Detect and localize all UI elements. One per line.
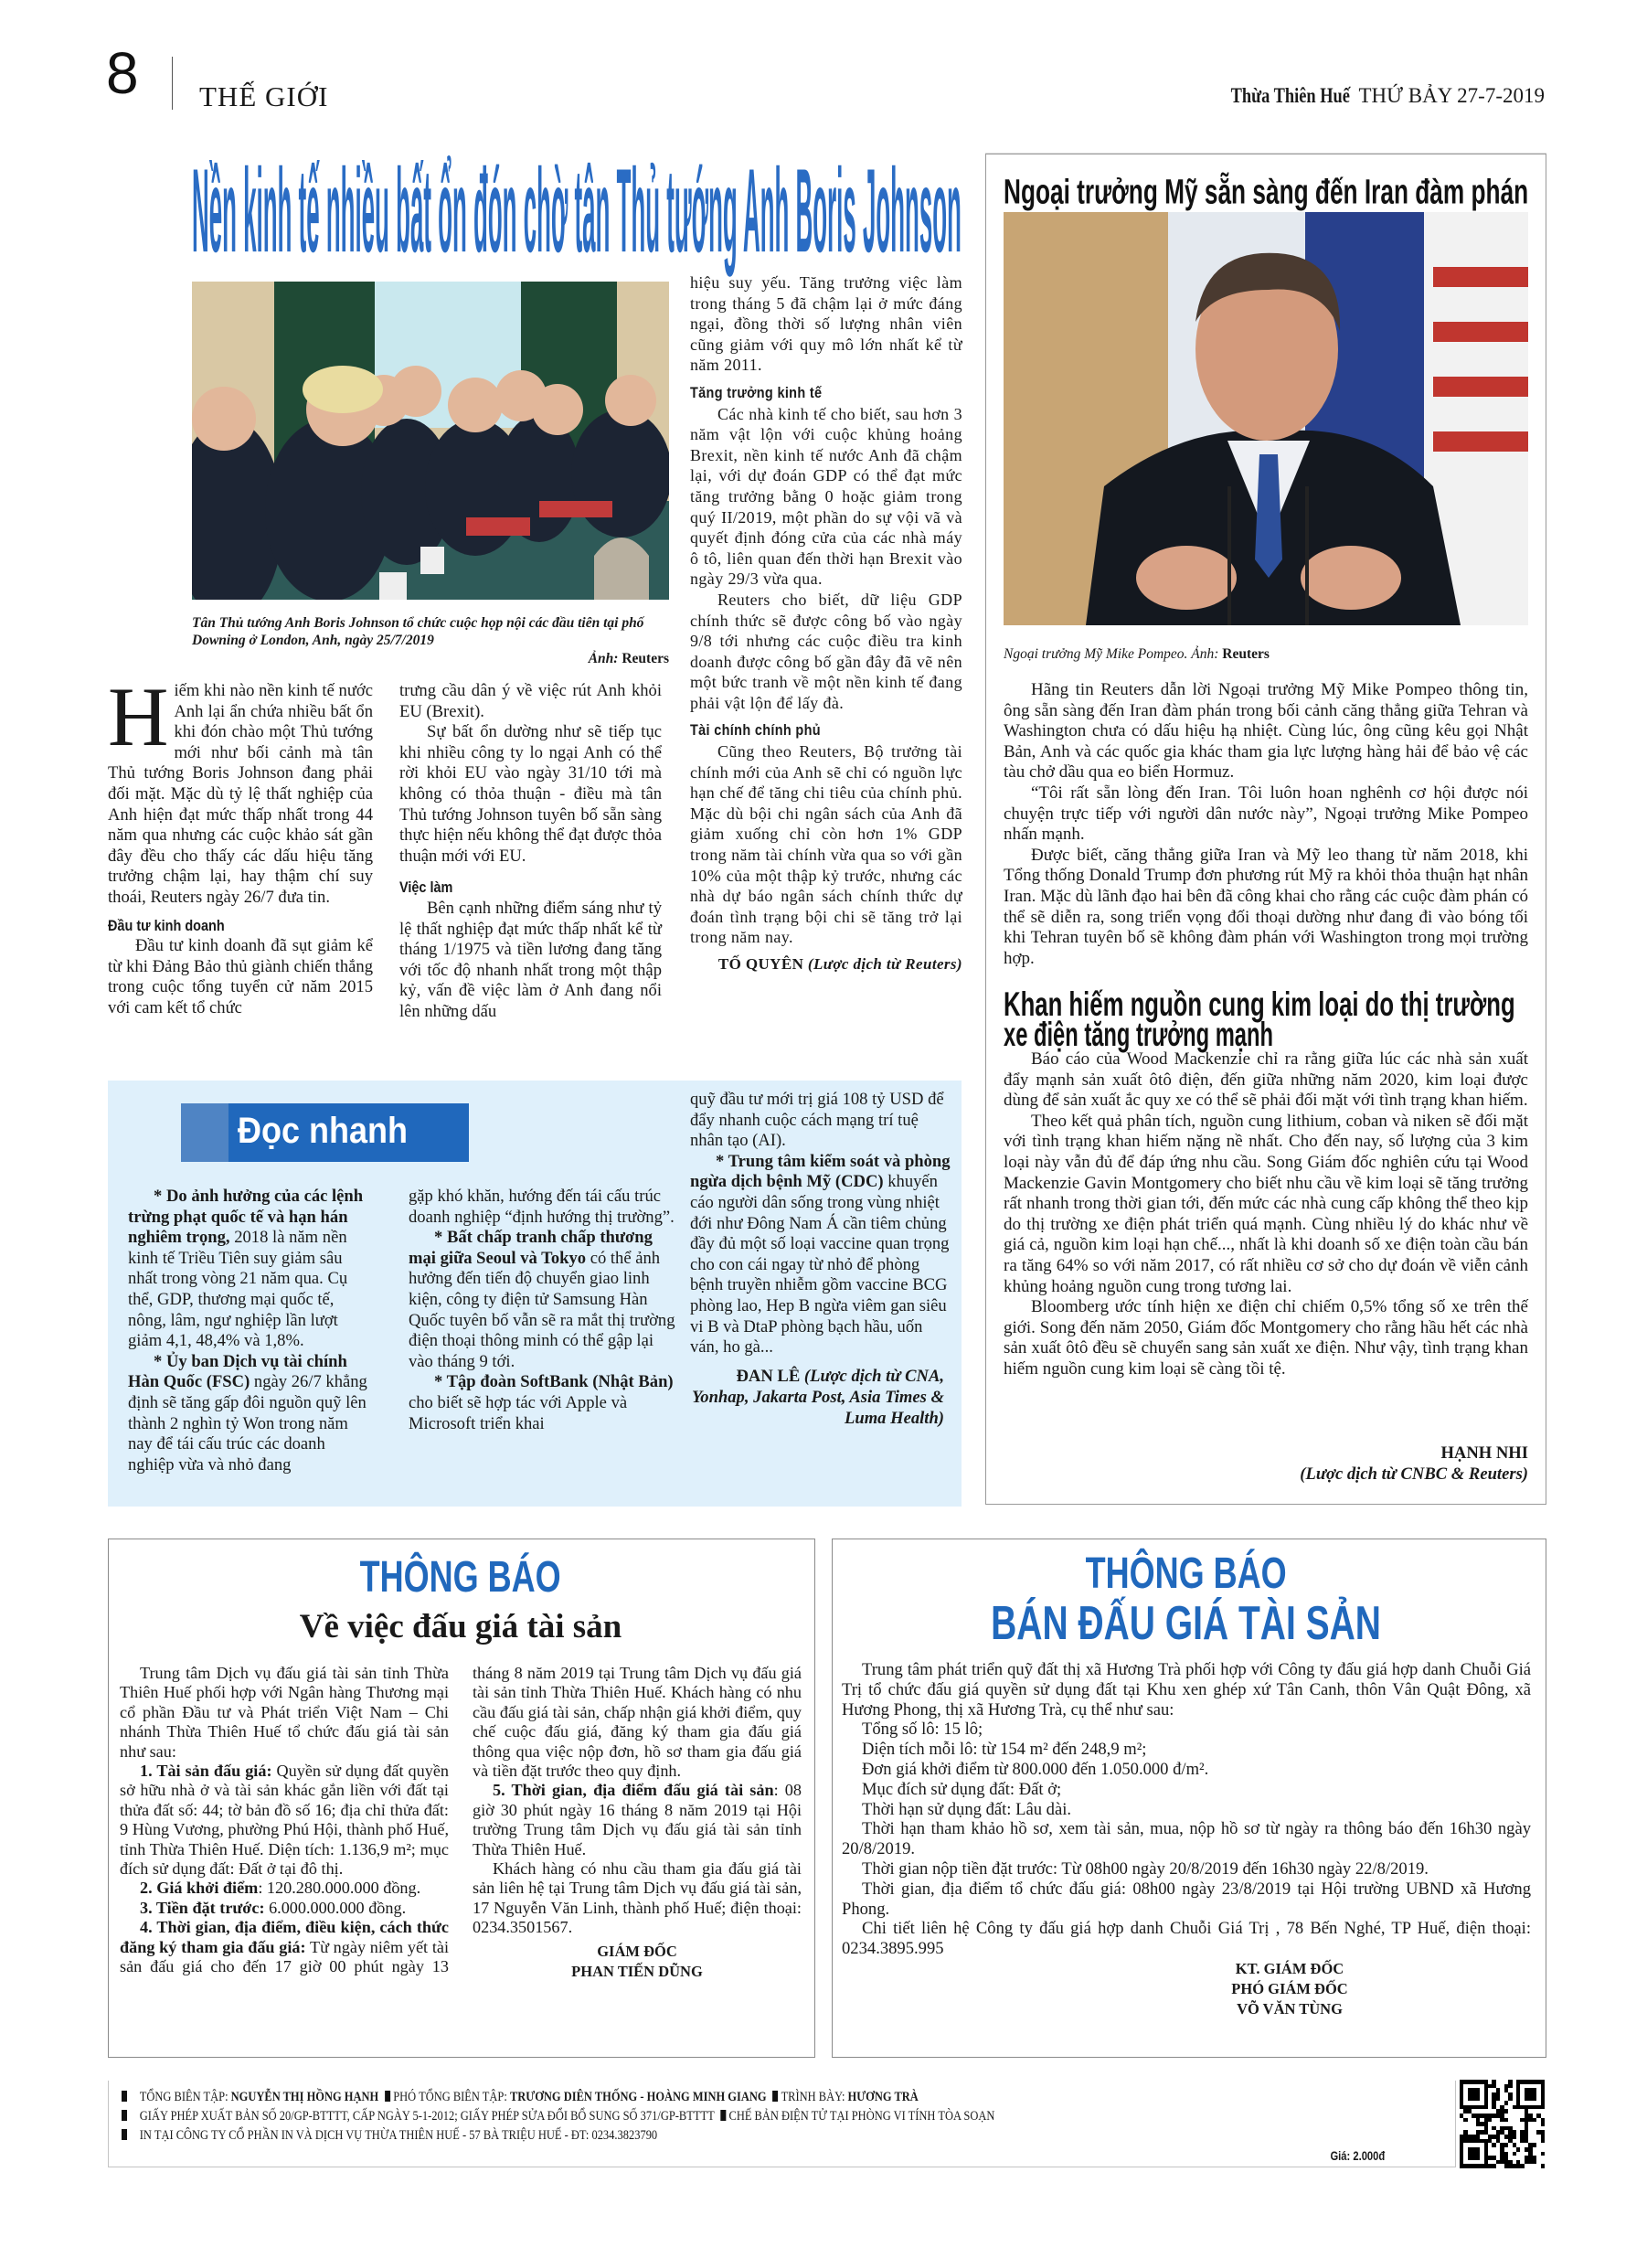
caption-text: Ngoại trưởng Mỹ Mike Pompeo. <box>1004 646 1188 662</box>
notice-item <box>473 1781 802 1859</box>
main-article-col1 <box>108 670 373 1019</box>
page-number: 8 <box>106 40 139 106</box>
paragraph: Thời gian, địa điểm tổ chức đấu giá: 08h00 ngày 23/8/2019 tại Hội trường UBND xã Hương Phong. <box>842 1879 1531 1919</box>
notice-subtitle: BÁN ĐẤU GIÁ TÀI SẢN <box>991 1597 1382 1650</box>
paragraph: Khách hàng có nhu cầu tham gia đấu giá tài sản liên hệ tại Trung tâm Dịch vụ đấu giá tài sản, 17 Nguyễn Văn Linh, thành phố Huế; điện thoại: 0234.3501567. <box>473 1859 802 1937</box>
main-article-col2 <box>399 681 662 1023</box>
paragraph: trưng cầu dân ý về việc rút Anh khỏi EU (Brexit). <box>399 681 662 721</box>
quick-read-banner <box>181 1103 469 1162</box>
paragraph: Báo cáo của Wood Mackenzie chỉ ra rằng giữa lúc các nhà sản xuất đẩy mạnh sản xuất ôtô điện, đến giữa những năm 2020, kim loại được dùng để sản xuất ắc quy xe có thể sẽ phải đối mặt với tình trạng khan hiếm. <box>1004 1049 1528 1111</box>
main-headline <box>192 145 962 279</box>
bullet-icon <box>122 2129 127 2140</box>
notice-subtitle: Về việc đấu giá tài sản <box>299 1608 622 1645</box>
paragraph: Sự bất ổn dường như sẽ tiếp tục khi nhiều công ty lo ngại Anh có thể rời khỏi EU vào ngày 31/10 tới mà không có thỏa thuận - điều mà tân Thủ tướng Johnson tuyên bố sẵn sàng thực hiện nếu không thể đạt được thỏa thuận mới với EU. <box>399 722 662 866</box>
lead-paragraph: iếm khi nào nền kinh tế nước Anh lại ẩn chứa nhiều bất ổn khi đón chào một Thủ tướng mới như bối cảnh mà tân Thủ tướng Boris Johnson đang phải đối mặt. Mặc dù tỷ lệ thất nghiệp của Anh hiện đạt mức thấp nhất trong 44 năm qua nhưng các cuộc khảo sát gần đây đều cho thấy các dấu hiệu tăng trưởng chậm lại, hay thậm chí suy thoái, Reuters ngày 26/7 đưa tin. <box>108 681 373 907</box>
notice-title: THÔNG BÁO <box>359 1553 561 1602</box>
author: ĐAN LÊ <box>736 1366 801 1386</box>
notice-body <box>842 1660 1531 1959</box>
subhead: Tài chính chính phủ <box>690 721 821 740</box>
value: NGUYỄN THỊ HỒNG HẠNH <box>230 2090 379 2104</box>
paragraph: Đầu tư kinh doanh đã sụt giảm kể từ khi Đảng Bảo thủ giành chiến thắng trong cuộc tổng tuyển cử năm 2015 với cam kết tổ chức <box>108 936 373 1017</box>
quick-read-col2 <box>409 1187 675 1434</box>
banner-accent <box>181 1103 228 1162</box>
typeset: CHẾ BẢN ĐIỆN TỬ TẠI PHÒNG VI TÍNH TÒA SOẠN <box>728 2109 995 2124</box>
paragraph: Hãng tin Reuters dẫn lời Ngoại trưởng Mỹ Mike Pompeo thông tin, ông sẵn sàng đến Iran đàm phán trong bối cảnh căng thẳng giữa Tehran và Washington chưa có dấu hiệu hạ nhiệt. Cùng lúc, ông cũng kêu gọi Nhật Bản, Anh và các quốc gia khác tham gia lực lượng hàng hải để bảo vệ các tàu chở dầu qua eo biển Hormuz. <box>1004 680 1528 783</box>
item-text: gặp khó khăn, hướng đến tái cấu trúc doanh nghiệp “định hướng thị trường”. <box>409 1187 675 1227</box>
masthead <box>1201 84 1545 108</box>
bullet-icon <box>385 2091 390 2102</box>
label: PHÓ TỔNG BIÊN TẬP: <box>393 2090 507 2104</box>
source: (Lược dịch từ Reuters) <box>807 955 962 973</box>
value: HƯƠNG TRÀ <box>847 2090 919 2104</box>
bullet-icon <box>122 2091 127 2102</box>
quick-item <box>409 1372 675 1434</box>
headline-text: Khan hiếm nguồn cung kim loại do thị trường <box>1004 985 1515 1024</box>
credit-source: Reuters <box>1222 646 1270 662</box>
author: HẠNH NHI <box>1440 1443 1528 1463</box>
quick-read-byline <box>690 1366 953 1429</box>
item-text: cho biết sẽ hợp tác với Apple và Microsoft triển khai <box>409 1392 628 1433</box>
item-text: 2018 là năm nền kinh tế Triều Tiên suy giảm sâu nhất trong vòng 21 năm qua. Cụ thể, GDP, thương mại quốc tế, nông, lâm, ngư nghiệp lần lượt giảm 4,1, 48,4% và 1,8%. <box>128 1228 348 1351</box>
quick-item <box>690 1090 953 1152</box>
notice-title: THÔNG BÁO <box>1085 1549 1287 1598</box>
paragraph: Các nhà kinh tế cho biết, sau hơn 3 năm vật lộn với cuộc khủng hoảng Brexit, nền kinh tế nước Anh đã chậm lại, với dự đoán GDP có thể đạt mức tăng trưởng bằng 0 hoặc giảm trong quý II/2019, một phần do sự vội vã và quyết định đóng cửa của các nhà máy ô tô, liên quan đến thời hạn Brexit vào ngày 29/3 vừa qua. <box>690 404 962 589</box>
subhead: Tăng trưởng kinh tế <box>690 383 823 401</box>
notice-body <box>120 1664 802 1982</box>
item-lead: 5. Thời gian, địa điểm đấu giá tài sản <box>493 1781 774 1800</box>
bullet-icon <box>772 2091 778 2102</box>
paragraph: Đơn giá khởi điểm từ 800.000 đến 1.050.000 đ/m². <box>862 1759 1209 1779</box>
quick-item <box>128 1352 367 1476</box>
pompeo-article-body <box>1004 680 1528 969</box>
paragraph: Thời hạn tham khảo hồ sơ, xem tài sản, mua, nộp hồ sơ từ ngày ra thông báo đến 16h30 ngày 20/8/2019. <box>842 1819 1531 1859</box>
item-text: có thể ảnh hưởng đến tiến độ chuyển giao linh kiện, công ty điện tử Samsung Hàn Quốc tuyên bố vẫn sẽ ra mắt thị trường điện thoại thông minh có thể gập lại vào tháng 9 tới. <box>409 1248 675 1371</box>
quick-item <box>409 1228 675 1372</box>
quick-read-col1 <box>128 1187 367 1475</box>
imprint-row-license <box>122 2107 1269 2126</box>
paragraph: Thời gian nộp tiền đặt trước: Từ 08h00 ngày 20/8/2019 đến 16h30 ngày 22/8/2019. <box>862 1858 1429 1879</box>
printer: IN TẠI CÔNG TY CỔ PHẦN IN VÀ DỊCH VỤ THỪA THIÊN HUẾ - 57 BÀ TRIỆU HUẾ - ĐT: 0234.3823790 <box>139 2128 658 2143</box>
value: TRƯƠNG DIÊN THỐNG - HOÀNG MINH GIANG <box>509 2090 767 2104</box>
paragraph: Chi tiết liên hệ Công ty đấu giá hợp danh Chuỗi Giá Trị , 78 Bến Nghé, TP Huế, điện thoại: 0234.3895.995 <box>842 1919 1531 1959</box>
headline-text: xe điện tăng trưởng mạnh <box>1004 1015 1273 1054</box>
item-text: khuyến cáo người dân sống trong vùng nhiệt đới như Đông Nam Á cần tiêm chủng đầy đủ một số loại vaccine quan trọng cho con cái ngay từ nhỏ để phòng bệnh truyền nhiễm gồm vaccine BCG phòng lao, Hep B ngừa viêm gan siêu vi B và DtaP phòng bạch hầu, uốn ván, ho gà... <box>690 1172 950 1358</box>
paragraph: Thời hạn sử dụng đất: Lâu dài. <box>862 1799 1072 1819</box>
paragraph: Trung tâm phát triển quỹ đất thị xã Hương Trà phối hợp với Công ty đấu giá hợp danh Chuỗi Giá Trị tổ chức đấu giá quyền sử dụng đất tại Khu xen ghép xứ Tân Canh, thôn Vân Quật Đông, xã Hương Phong, thị xã Hương Trà, cụ thể như sau: <box>842 1660 1531 1720</box>
item-text: ngày 26/7 khẳng định sẽ tăng gấp đôi nguồn quỹ lên thành 2 nghìn tỷ Won trong năm nay để tái cấu trúc các doanh nghiệp vừa và nhỏ đang <box>128 1372 367 1475</box>
quick-item <box>690 1152 953 1358</box>
qr-module <box>1541 2164 1545 2168</box>
quick-read-col3 <box>690 1090 953 1429</box>
paragraph: hiệu suy yếu. Tăng trưởng việc làm trong tháng 5 đã chậm lại ở mức đáng ngại, đồng thời số lượng nhân viên cũng giảm với quy mô lớn nhất kể từ năm 2011. <box>690 273 962 375</box>
paragraph: Theo kết quả phân tích, nguồn cung lithium, coban và niken sẽ đối mặt với tình trạng khan hiếm nặng nề nhất. Cho đến nay, số lượng của 3 kim loại này vẫn đủ để đáp ứng nhu cầu. Song Giám đốc nghiên cứu tại Wood Mackenzie Gavin Montgomery cho biết nhu cầu về kim loại sẽ tăng trưởng rất nhanh trong thời gian tới, đến mức các nhà cung cấp không thể theo kịp do thị trường xe điện phát triển quá mạnh. Cùng nhiều lý do khác như về giá cả, nguồn kim loại hạn chế..., nhất là khi doanh số xe điện toàn cầu bán ra tăng 64% so với năm 2017, có rất nhiều cơ sở cho dự đoán về viễn cảnh khủng hoảng nguồn cung trong tương lai. <box>1004 1111 1528 1296</box>
paragraph: Bên cạnh những điểm sáng như tỷ lệ thất nghiệp đạt mức thấp nhất kể từ tháng 1/1975 và tiền lương đang tăng với tốc độ nhanh nhất trong một thập kỷ, vấn đề việc làm ở Anh đang nổi lên những dấu <box>399 898 662 1021</box>
credit-label: Ảnh: <box>1191 646 1219 662</box>
notice-signature <box>1153 1959 1427 2019</box>
paragraph: Được biết, căng thẳng giữa Iran và Mỹ leo thang từ năm 2018, khi Tổng thống Donald Trump đơn phương rút Mỹ ra khỏi thỏa thuận hạt nhân Iran. Mặc dù lãnh đạo hai bên đã công khai cho rằng các cuộc đàm phán có thể sẽ diễn ra, song triển vọng đối thoại dường như đang đi vào bóng tối khi Tehran tuyên bố sẽ không đàm phán với Washington trong mọi trường hợp. <box>1004 845 1528 968</box>
author: TỐ QUYÊN <box>717 955 804 973</box>
main-photo-caption: Tân Thủ tướng Anh Boris Johnson tổ chức cuộc họp nội các đầu tiên tại phố Downing ở London, Anh, ngày 25/7/2019 <box>192 615 644 648</box>
bullet-icon <box>122 2110 127 2121</box>
item-text: : 08 giờ 30 phút ngày 16 tháng 8 năm 2019 tại Hội trường Trung tâm Dịch vụ đấu giá tài sản tỉnh Thừa Thiên Huế. <box>473 1781 802 1858</box>
pompeo-photo <box>1004 212 1528 625</box>
imprint-row-printer <box>122 2126 1269 2146</box>
signer-name: PHAN TIẾN DŨNG <box>571 1962 703 1980</box>
main-headline-text: Nền kinh tế nhiều bất ổn đón chờ tân Thủ tướng Anh Boris Johnson <box>192 145 962 279</box>
paragraph: Diện tích mỗi lô: từ 154 m² đến 248,9 m²; <box>862 1740 1147 1760</box>
signer-line: VÕ VĂN TÙNG <box>1237 1999 1343 2018</box>
drop-cap: H <box>108 670 169 763</box>
item-text: quỹ đầu tư mới trị giá 108 tỷ USD để đẩy nhanh cuộc cách mạng trí tuệ nhân tạo (AI). <box>690 1090 944 1151</box>
qr-code[interactable] <box>1460 2080 1545 2168</box>
auction-notice-right <box>832 1539 1546 2058</box>
header-divider <box>172 57 173 110</box>
ev-headline-line2 <box>1004 1015 1273 1054</box>
notice-item <box>120 1879 449 1898</box>
issue-date: THỨ BẢY 27-7-2019 <box>1358 84 1545 107</box>
signer-line: KT. GIÁM ĐỐC <box>1235 1959 1344 1977</box>
section-title: THẾ GIỚI <box>199 80 329 112</box>
main-photo-credit <box>192 651 669 667</box>
cabinet-meeting-photo <box>192 282 669 600</box>
item-text: Quyền sử dụng đất quyền sở hữu nhà ở và tài sản khác gắn liền với đất tại thửa đất số: 44; tờ bản đồ số 16; địa chỉ thửa đất: 9 Hùng Vương, phường Phú Hội, thành phố Huế, tỉnh Thừa Thiên Huế. Diện tích: 1.136,9 m²; mục đích sử dụng đất: Đất ở tại đô thị. <box>120 1762 449 1879</box>
main-article-col3 <box>690 272 962 974</box>
imprint-footer <box>108 2081 1456 2167</box>
paragraph: Tổng số lô: 15 lô; <box>862 1720 983 1740</box>
label: TRÌNH BÀY: <box>781 2090 845 2104</box>
item-lead: * Tập đoàn SoftBank (Nhật Bản) <box>434 1372 674 1392</box>
item-lead: * Trung tâm kiểm soát và phòng ngừa dịch bệnh Mỹ (CDC) <box>690 1151 951 1192</box>
notice-item <box>120 1899 449 1918</box>
pompeo-headline <box>1004 171 1529 211</box>
item-lead: 4. Thời gian, địa điểm, điều kiện, cách thức đăng ký tham gia đấu giá: <box>120 1918 449 1956</box>
item-lead: * Do ảnh hưởng của các lệnh trừng phạt quốc tế và hạn hán nghiêm trọng, <box>128 1187 364 1248</box>
credit-source: Reuters <box>622 651 669 666</box>
ev-headline-line1 <box>1004 985 1515 1024</box>
quick-item <box>409 1187 675 1228</box>
subhead: Đầu tư kinh doanh <box>108 916 225 934</box>
paragraph: Reuters cho biết, dữ liệu GDP chính thức sẽ được công bố vào ngày 9/8 tới nhưng các cuộc điều tra kinh doanh được công bố gần đây đã vẽ nên một bức tranh về một nền kinh tế đang phải vật lộn để lấy đà. <box>690 590 962 712</box>
paragraph: Bloomberg ước tính hiện xe điện chỉ chiếm 0,5% tổng số xe trên thế giới. Song đến năm 2050, Giám đốc Montgomery cho rằng hầu hết các nhà sản xuất ôtô đều sẽ chuyển sang sản xuất xe điện. Như vậy, tình trạng khan hiếm nguồn cung kim loại sẽ càng tồi tệ. <box>1004 1297 1528 1379</box>
paper-name: Thừa Thiên Huế <box>1230 84 1351 107</box>
subhead: Việc làm <box>399 878 453 897</box>
item-text: : 120.280.000.000 đồng. <box>258 1879 421 1898</box>
quick-item <box>128 1187 367 1352</box>
item-text: Từ ngày niêm yết tài sản đấu giá cho đến 17 giờ 00 phút ngày 13 tháng 8 năm 2019 tại Trung tâm Dịch vụ đấu giá tài sản tỉnh Thừa Thiên Huế. Khách hàng có nhu cầu đấu giá tài sản, chấp nhận giá khởi điểm, quy chế cuộc đấu giá, đăng ký tham gia đấu giá thông qua việc nộp đơn, hồ sơ tham gia đấu giá và tiền đặt trước theo quy định. <box>120 1664 802 1976</box>
imprint-row-editors <box>122 2088 1269 2107</box>
signer-line: PHÓ GIÁM ĐỐC <box>1231 1979 1348 1997</box>
source: (Lược dịch từ CNA, Yonhap, Jakarta Post, Asia Times & Luma Health) <box>691 1366 944 1428</box>
pompeo-headline-text: Ngoại trưởng Mỹ sẵn sàng đến Iran đàm phán <box>1004 171 1529 211</box>
ev-byline <box>1004 1443 1528 1485</box>
pompeo-photo-caption <box>1004 645 1528 663</box>
bullet-icon <box>720 2110 726 2121</box>
paragraph: Mục đích sử dụng đất: Đất ở; <box>862 1779 1062 1799</box>
quick-read-title: Đọc nhanh <box>238 1111 409 1151</box>
item-text: 6.000.000.000 đồng. <box>264 1898 407 1917</box>
item-lead: 3. Tiền đặt trước: <box>140 1898 265 1917</box>
paragraph: Trung tâm Dịch vụ đấu giá tài sản tỉnh Thừa Thiên Huế phối hợp với Ngân hàng Thương mại cổ phần Đầu tư và Phát triển Việt Nam – Chi nhánh Thừa Thiên Huế tổ chức đấu giá tài sản như sau: <box>120 1664 449 1761</box>
license: GIẤY PHÉP XUẤT BẢN SỐ 20/GP-BTTTT, CẤP NGÀY 5-1-2012; GIẤY PHÉP SỬA ĐỔI BỔ SUNG SỐ 371/GP-BTTTT <box>139 2109 715 2124</box>
ev-article-body <box>1004 1049 1528 1380</box>
paragraph: “Tôi rất sẵn lòng đến Iran. Tôi luôn hoan nghênh cơ hội được nói chuyện trực tiếp với người dân nước này”, Ngoại trưởng Mike Pompeo nhấn mạnh. <box>1004 783 1528 845</box>
auction-notice-left <box>108 1539 815 2058</box>
item-lead: 2. Giá khởi điểm <box>140 1879 259 1898</box>
byline <box>690 953 962 974</box>
credit-label: Ảnh: <box>588 651 619 666</box>
item-lead: * Ủy ban Dịch vụ tài chính Hàn Quốc (FSC) <box>128 1351 347 1392</box>
label: TỔNG BIÊN TẬP: <box>139 2090 228 2104</box>
notice-item <box>120 1762 449 1879</box>
signer-title: GIÁM ĐỐC <box>597 1942 677 1960</box>
item-lead: 1. Tài sản đấu giá: <box>140 1762 272 1781</box>
notice-signature <box>473 1942 802 1982</box>
price: Giá: 2.000đ <box>1330 2148 1386 2163</box>
paragraph: Cũng theo Reuters, Bộ trưởng tài chính mới của Anh sẽ chỉ có nguồn lực hạn chế để tăng chi tiêu của chính phủ. Mặc dù bội chi ngân sách của Anh đã giảm xuống chỉ còn hơn 1% GDP trong năm tài chính vừa qua so với gần 10% của một thập kỷ trước, nhưng các nhà dự báo ngân sách chính thức dự đoán tình trạng bội chi sẽ tăng trở lại trong năm nay. <box>690 742 962 947</box>
source: (Lược dịch từ CNBC & Reuters) <box>1300 1464 1528 1484</box>
item-lead: * Bất chấp tranh chấp thương mại giữa Seoul và Tokyo <box>409 1228 653 1268</box>
